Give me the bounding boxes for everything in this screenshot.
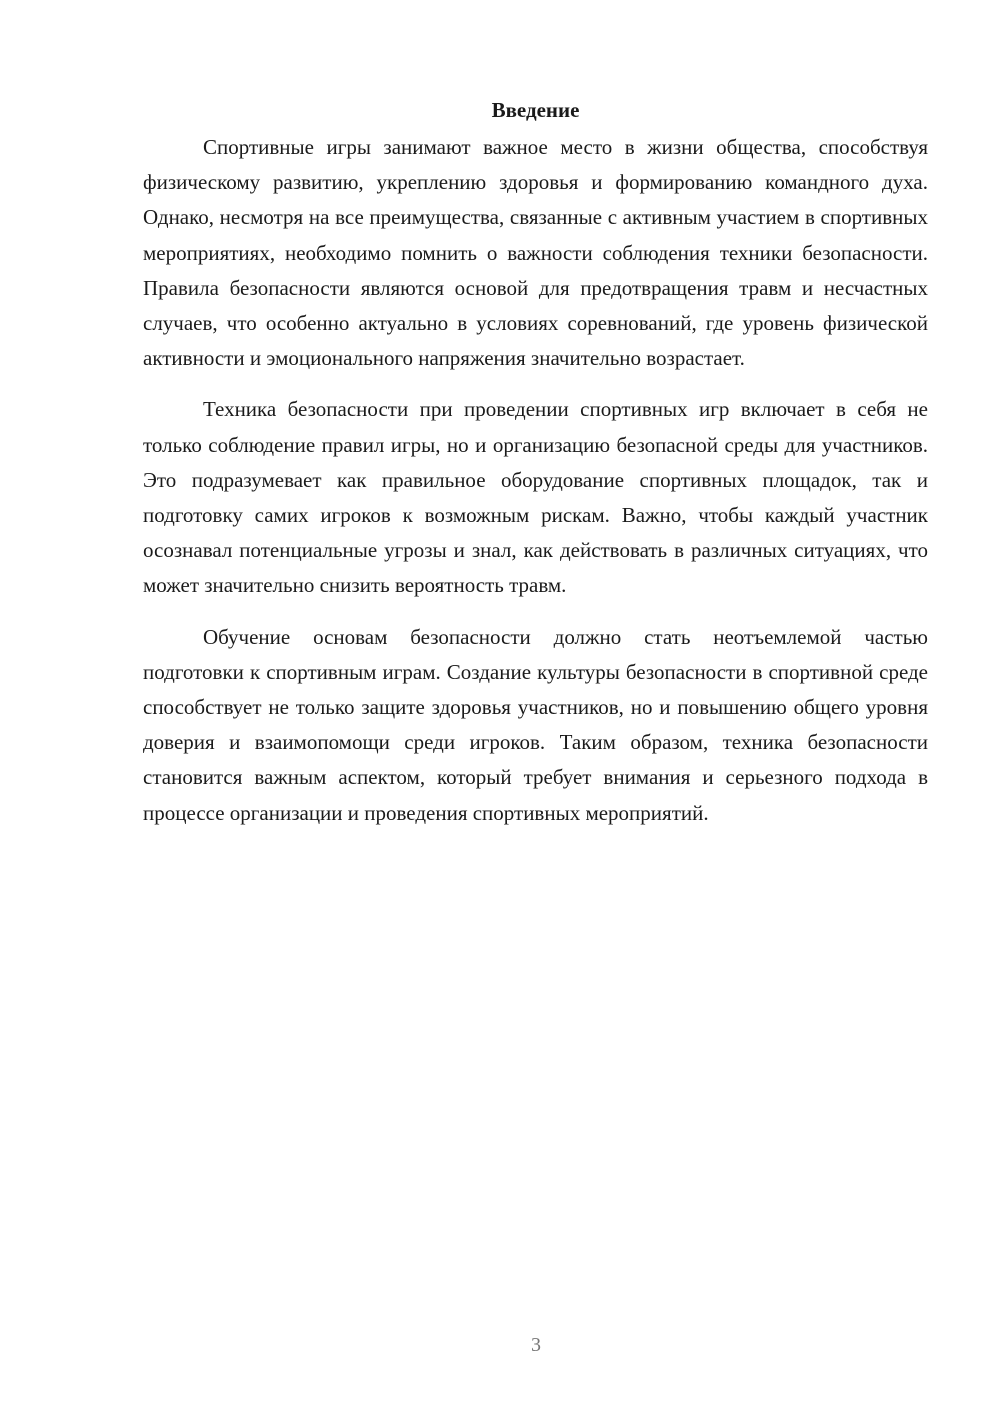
document-page xyxy=(143,95,928,831)
page-number: 3 xyxy=(531,1334,541,1356)
paragraph-3: Обучение основам безопасности должно стать неотъемлемой частью подготовки к спортивным играм. Создание культуры безопасности в спортивной среде способствует не только защите здоровья участников, но и повышению общего уровня доверия и взаимопомощи среди игроков. Таким образом, техника безопасности становится важным аспектом, который требует внимания и серьезного подхода в процессе организации и проведения спортивных мероприятий. xyxy=(143,624,928,825)
paragraph-2: Техника безопасности при проведении спортивных игр включает в себя не только соблюдение правил игры, но и организацию безопасной среды для участников. Это подразумевает как правильное оборудование спортивных площадок, так и подготовку самих игроков к возможным рискам. Важно, чтобы каждый участник осознавал потенциальные угрозы и знал, как действовать в различных ситуациях, что может значительно снизить вероятность травм. xyxy=(143,397,928,598)
section-title: Введение xyxy=(491,98,580,122)
paragraph-1: Спортивные игры занимают важное место в жизни общества, способствуя физическому развитию, укреплению здоровья и формированию командного духа. Однако, несмотря на все преимущества, связанные с активным участием в спортивных мероприятиях, необходимо помнить о важности соблюдения техники безопасности. Правила безопасности являются основой для предотвращения травм и несчастных случаев, что особенно актуально в условиях соревнований, где уровень физической активности и эмоционального напряжения значительно возрастает. xyxy=(143,135,928,371)
